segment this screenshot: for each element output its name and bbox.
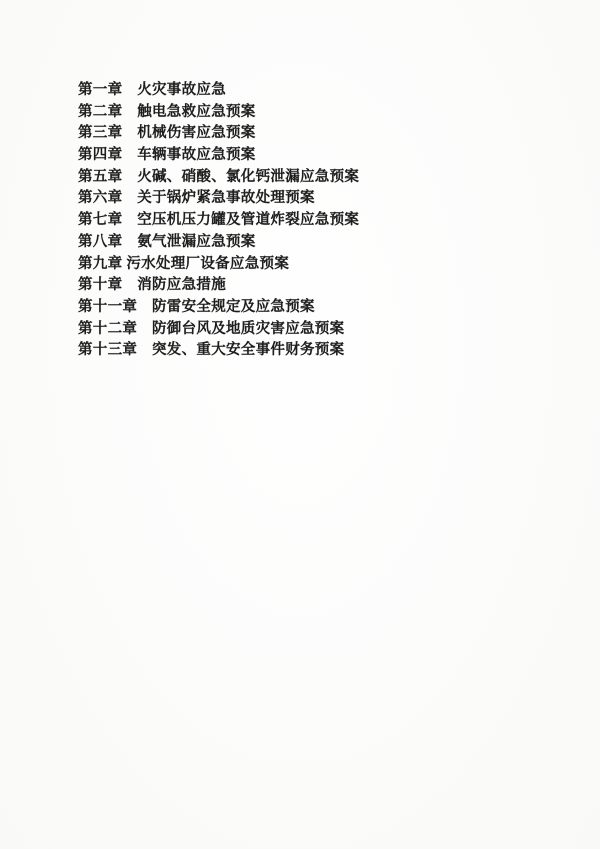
toc-line-chapter-5: 第五章 火碱、硝酸、氯化钙泄漏应急预案: [78, 168, 360, 185]
toc-line-chapter-8: 第八章 氨气泄漏应急预案: [78, 233, 256, 250]
toc-line-chapter-6: 第六章 关于锅炉紧急事故处理预案: [78, 190, 315, 207]
toc-line-chapter-2: 第二章 触电急救应急预案: [78, 103, 256, 120]
toc-line-chapter-4: 第四章 车辆事故应急预案: [78, 147, 256, 164]
toc-line-chapter-11: 第十一章 防雷安全规定及应急预案: [78, 298, 315, 315]
toc-line-chapter-10: 第十章 消防应急措施: [78, 277, 226, 294]
toc-line-chapter-1: 第一章 火灾事故应急: [78, 82, 226, 98]
toc-line-chapter-12: 第十二章 防御台风及地质灾害应急预案: [78, 320, 345, 337]
toc-line-chapter-7: 第七章 空压机压力罐及管道炸裂应急预案: [78, 212, 360, 229]
toc-line-chapter-13: 第十三章 突发、重大安全事件财务预案: [78, 342, 345, 359]
toc-line-chapter-3: 第三章 机械伤害应急预案: [78, 125, 256, 142]
table-of-contents: [78, 80, 548, 362]
toc-line-chapter-9: 第九章 污水处理厂设备应急预案: [78, 255, 290, 272]
